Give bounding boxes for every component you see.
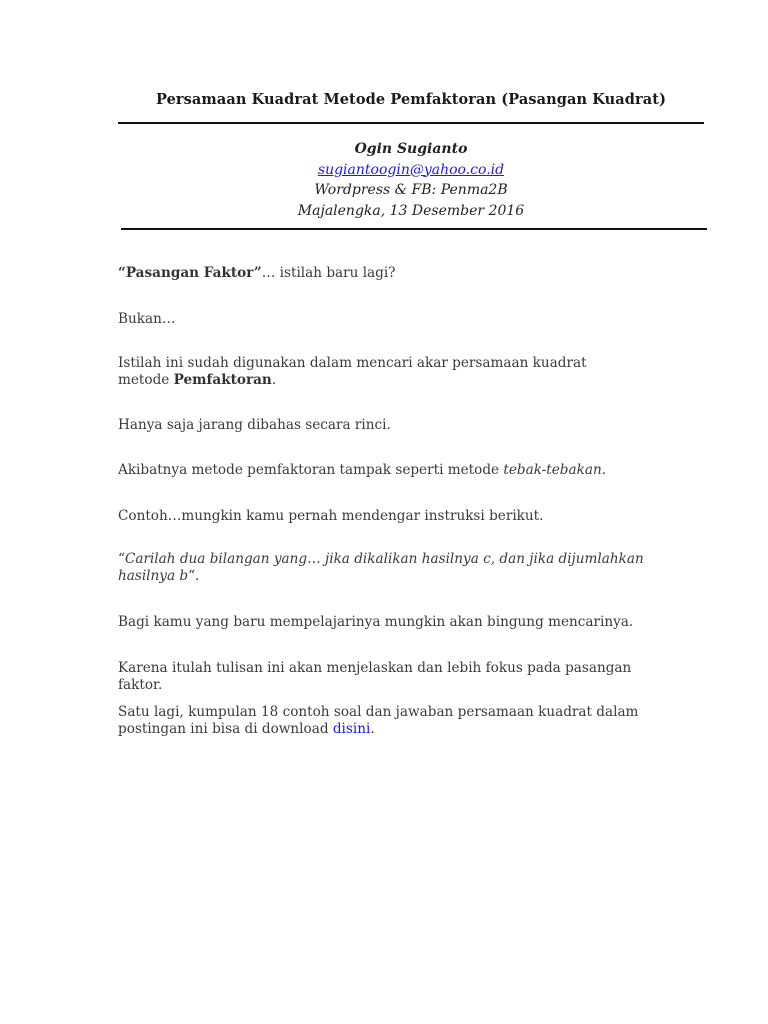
paragraph-instruction-quote xyxy=(118,551,678,585)
author-block xyxy=(118,139,704,221)
line-suffix: . xyxy=(370,721,375,737)
paragraph-line: Istilah ini sudah digunakan dalam mencari akar persamaan kuadrat xyxy=(118,355,587,371)
author-email-link[interactable]: sugiantoogin@yahoo.co.id xyxy=(317,161,505,178)
paragraph-contoh: Contoh…mungkin kamu pernah mendengar instruksi berikut. xyxy=(118,508,544,524)
document-title: Persamaan Kuadrat Metode Pemfaktoran (Pasangan Kuadrat) xyxy=(155,91,667,108)
line-suffix: . xyxy=(271,372,277,388)
line-prefix: Akibatnya metode pemfaktoran tampak seperti metode xyxy=(118,462,504,478)
author-social: Wordpress & FB: Penma2B xyxy=(314,182,508,198)
italic-term: tebak-tebakan xyxy=(503,462,602,478)
paragraph-line: Satu lagi, kumpulan 18 contoh soal dan jawaban persamaan kuadrat dalam xyxy=(118,704,639,720)
italic-line: Carilah dua bilangan yang… jika dikalikan hasilnya c, dan jika dijumlahkan xyxy=(124,551,644,567)
bold-term: Pasangan Faktor xyxy=(125,265,254,281)
paragraph-rest: … istilah baru lagi? xyxy=(261,265,396,281)
close-quote: “. xyxy=(188,568,200,584)
paragraph-pasangan-faktor xyxy=(118,265,678,282)
line-prefix: postingan ini bisa di download xyxy=(118,721,333,737)
paragraph-bagi-kamu: Bagi kamu yang baru mempelajarinya mungkin akan bingung mencarinya. xyxy=(118,614,634,630)
author-place-date: Majalengka, 13 Desember 2016 xyxy=(297,202,525,219)
bold-term: Pemfaktoran xyxy=(173,372,272,388)
download-link[interactable]: disini xyxy=(332,721,371,737)
open-quote: “ xyxy=(118,265,126,281)
line-prefix: metode xyxy=(118,372,174,388)
author-name: Ogin Sugianto xyxy=(354,141,468,157)
paragraph-download xyxy=(118,704,678,738)
paragraph-akibatnya xyxy=(118,462,678,479)
paragraph-istilah xyxy=(118,355,678,389)
paragraph-hanya-saja: Hanya saja jarang dibahas secara rinci. xyxy=(118,417,391,433)
line-suffix: . xyxy=(601,462,607,478)
close-quote: ” xyxy=(253,265,262,281)
paragraph-karena-itulah: Karena itulah tulisan ini akan menjelaskan dan lebih fokus pada pasangan faktor. xyxy=(118,660,632,693)
bottom-divider xyxy=(121,228,707,230)
top-divider xyxy=(118,122,704,124)
italic-line: hasilnya b xyxy=(118,568,189,584)
open-quote: “ xyxy=(118,551,125,567)
paragraph-bukan: Bukan… xyxy=(118,311,176,327)
